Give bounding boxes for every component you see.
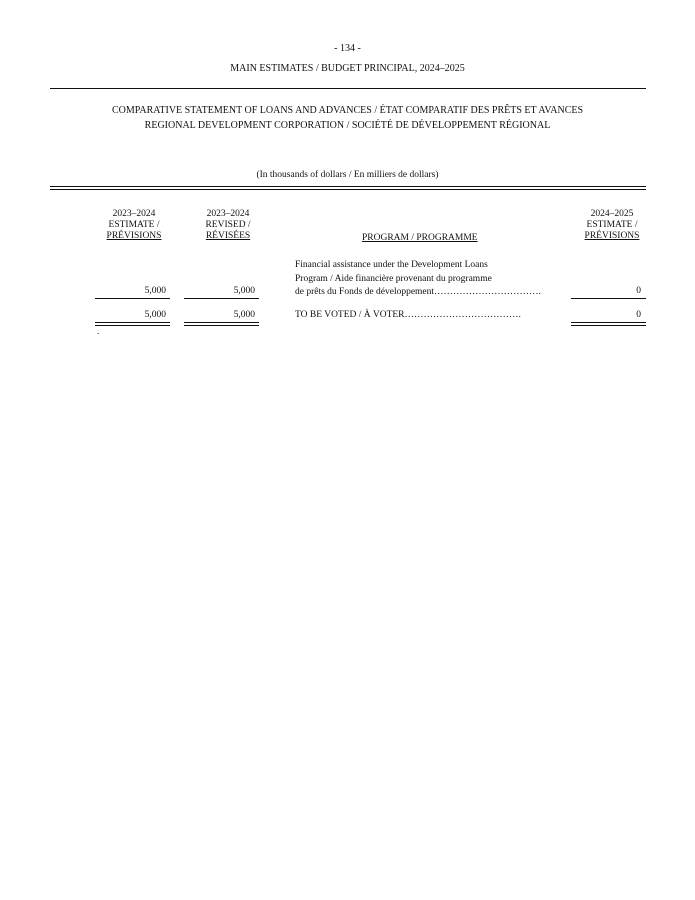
total-rule-1b — [95, 325, 170, 326]
column-header-estimate-2024: 2024–2025 ESTIMATE / PRÉVISIONS — [584, 209, 640, 241]
running-title: MAIN ESTIMATES / BUDGET PRINCIPAL, 2024–2025 — [230, 63, 465, 74]
total-estimate-2023: 5,000 — [144, 310, 166, 320]
table-top-rule — [50, 186, 646, 187]
statement-title: COMPARATIVE STATEMENT OF LOANS AND ADVANCES / ÉTAT COMPARATIF DES PRÊTS ET AVANCES — [111, 105, 584, 116]
footnote-mark: . — [97, 326, 100, 336]
column-header-program: PROGRAM / PROGRAMME — [362, 233, 478, 243]
subtotal-rule-1 — [95, 298, 170, 299]
dot-leader: ………………………………. — [404, 310, 521, 320]
units-note: (In thousands of dollars / En milliers de dollars) — [256, 170, 439, 180]
total-rule-2b — [184, 325, 259, 326]
total-revised-2023: 5,000 — [233, 310, 255, 320]
total-estimate-2024: 0 — [636, 310, 641, 320]
subtotal-rule-2 — [184, 298, 259, 299]
column-header-estimate-2023: 2023–2024 ESTIMATE / PRÉVISIONS — [106, 209, 162, 241]
corporation-title: REGIONAL DEVELOPMENT CORPORATION / SOCIÉTÉ DE DÉVELOPPEMENT RÉGIONAL — [144, 120, 551, 131]
table-top-rule-2 — [50, 189, 646, 190]
total-rule-2a — [184, 322, 259, 323]
total-rule-3a — [571, 322, 646, 323]
page-number: - 134 - — [334, 43, 361, 54]
column-header-revised-2023: 2023–2024 REVISED / RÉVISÉES — [205, 209, 251, 241]
dot-leader: ……………………………. — [434, 287, 541, 297]
row-estimate-2024: 0 — [636, 286, 641, 296]
program-description: Financial assistance under the Development Loans Program / Aide financière provenant du programme de prêts du Fonds de développement……………………………. — [295, 259, 541, 300]
total-rule-3b — [571, 325, 646, 326]
total-label: TO BE VOTED / À VOTER………………………………. — [295, 310, 521, 320]
row-revised-2023: 5,000 — [233, 286, 255, 296]
total-rule-1a — [95, 322, 170, 323]
row-estimate-2023: 5,000 — [144, 286, 166, 296]
subtotal-rule-3 — [571, 298, 646, 299]
header-rule — [50, 88, 646, 89]
